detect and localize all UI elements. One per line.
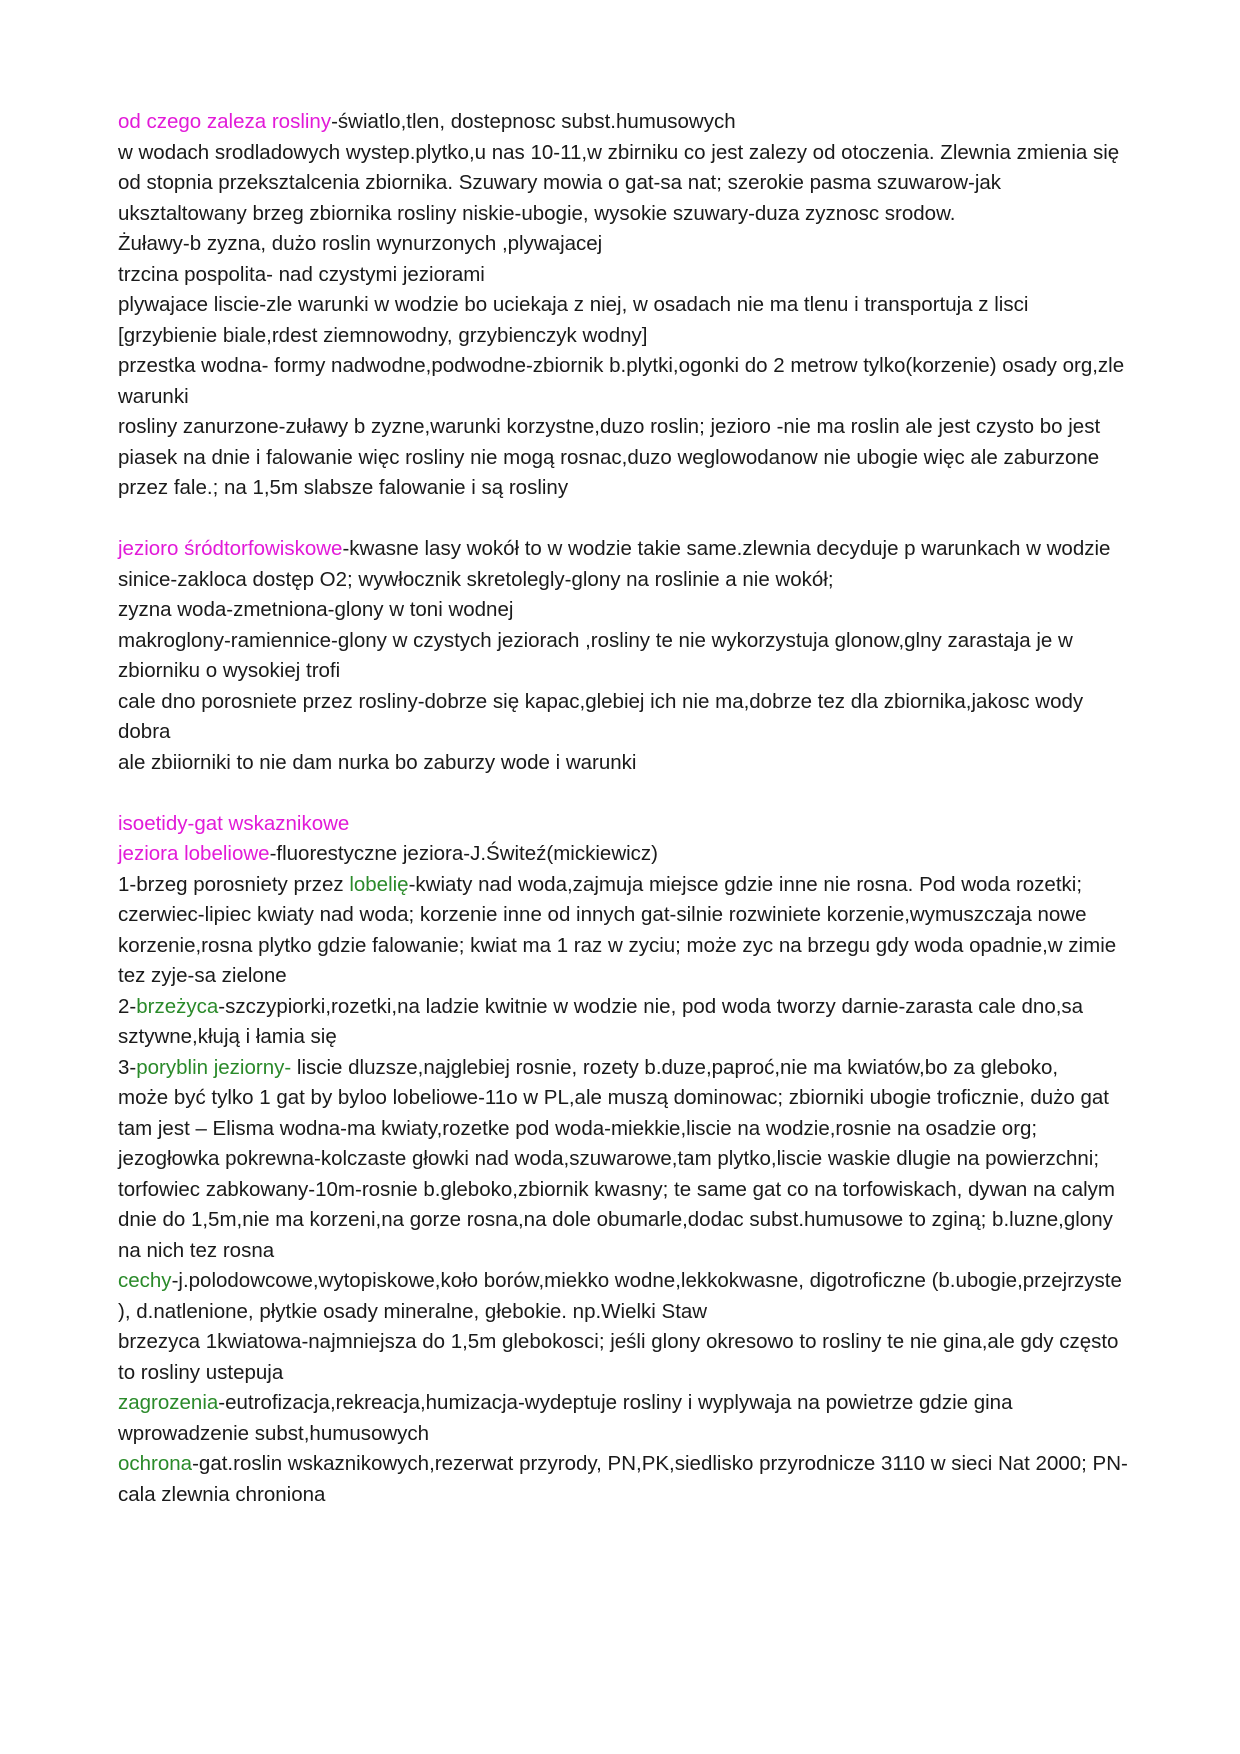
document-page (118, 107, 1128, 1510)
paragraph-spacer (118, 778, 1128, 809)
paragraph (118, 870, 1128, 992)
paragraph (118, 534, 1128, 565)
paragraph (118, 1266, 1128, 1327)
paragraph-text: -szczypiorki,rozetki,na ladzie kwitnie w wodzie nie, pod woda tworzy darnie-zarasta cale dno,sa sztywne,kłują i łamia się (118, 994, 1084, 1048)
species-term: brzeżyca (136, 994, 219, 1018)
paragraph-text: -kwasne lasy wokół to w wodzie takie same.zlewnia decyduje p warunkach w wodzie (342, 537, 1111, 560)
paragraph: cale dno porosniete przez rosliny-dobrze się kapac,glebiej ich nie ma,dobrze tez dla zbiornika,jakosc wody dobra (118, 689, 1084, 743)
section-term: ochrona (118, 1452, 193, 1475)
paragraph: sinice-zakloca dostęp O2; wywłocznik skretolegly-glony na roslinie a nie wokół; (118, 567, 834, 591)
paragraph (118, 107, 1128, 138)
paragraph-text: -fluorestyczne jeziora-J.Świteź(mickiewicz) (269, 842, 659, 865)
paragraph: plywajace liscie-zle warunki w wodzie bo uciekaja z niej, w osadach nie ma tlenu i transportuja z lisci [grzybienie biale,rdest ziemnowodny, grzybienczyk wodny] (118, 293, 1029, 347)
heading-term: od czego zaleza rosliny (118, 110, 332, 133)
paragraph-text: -kwiaty nad woda,zajmuja miejsce gdzie inne nie rosna. Pod woda rozetki; czerwiec-lipiec kwiaty nad woda; korzenie inne od innych gat-silnie rozwiniete korzenie,wymuszczaja nowe korzenie,rosna plytko gdzie falowanie; kwiat ma 1 raz w zyciu; może zyc na brzegu gdy woda opadnie,w zimie tez zyje-sa zielone (118, 872, 1117, 987)
section-term: zagrozenia (118, 1391, 219, 1414)
paragraph: brzezyca 1kwiatowa-najmniejsza do 1,5m glebokosci; jeśli glony okresowo to rosliny te nie gina,ale gdy często to rosliny ustepuja (118, 1330, 1119, 1384)
paragraph: zyzna woda-zmetniona-glony w toni wodnej (118, 598, 514, 621)
paragraph: przestka wodna- formy nadwodne,podwodne-zbiornik b.plytki,ogonki do 2 metrow tylko(korzenie) osady org,zle warunki (118, 354, 1125, 408)
paragraph-text: 2- (118, 994, 137, 1018)
paragraph: może być tylko 1 gat by byloo lobeliowe-11o w PL,ale muszą dominowac; zbiorniki ubogie troficznie, dużo gat tam jest – Elisma wodna-ma kwiaty,rozetke pod woda-miekkie,liscie na wodzie,rosnie na osadzie org; jezogłowka pokrewna-kolczaste głowki nad woda,szuwarowe,tam plytko,liscie waskie dlugie na powierzchni; torfowiec zabkowany-10m-rosnie b.gleboko,zbiornik kwasny; te same gat co na torfowiskach, dywan na calym dnie do 1,5m,nie ma korzeni,na gorze rosna,na dole obumarle,dodac subst.humusowe to zginą; b.luzne,glony na nich tez rosna (118, 1086, 1115, 1262)
species-term: lobelię (349, 872, 409, 896)
paragraph (118, 1449, 1128, 1510)
paragraph: Żuławy-b zyzna, dużo roslin wynurzonych ,plywajacej (118, 232, 603, 255)
paragraph: w wodach srodladowych wystep.plytko,u nas 10-11,w zbirniku co jest zalezy od otoczenia. Zlewnia zmienia się od stopnia przeksztalcenia zbiornika. Szuwary mowia o gat-sa nat; szerokie pasma szuwarow-jak uksztaltowany brzeg zbiornika rosliny niskie-ubogie, wysokie szuwary-duza zyznosc srodow. (118, 140, 1120, 225)
paragraph-text: -światlo,tlen, dostepnosc subst.humusowych (331, 110, 736, 133)
paragraph-spacer (118, 504, 1128, 535)
paragraph (118, 839, 1128, 870)
paragraph: ale zbiiorniki to nie dam nurka bo zaburzy wode i warunki (118, 750, 637, 774)
paragraph-text: -eutrofizacja,rekreacja,humizacja-wydeptuje rosliny i wyplywaja na powietrze gdzie gina wprowadzenie subst,humusowych (118, 1391, 1013, 1445)
paragraph-text: 1-brzeg porosniety przez (118, 872, 350, 896)
paragraph (118, 1388, 1128, 1449)
paragraph-text: 3- (118, 1055, 137, 1079)
paragraph: makroglony-ramiennice-glony w czystych jeziorach ,rosliny te nie wykorzystuja glonow,glny zarastaja je w zbiorniku o wysokiej trofi (118, 628, 1073, 682)
paragraph: trzcina pospolita- nad czystymi jeziorami (118, 262, 485, 286)
heading-term: jezioro śródtorfowiskowe (118, 537, 343, 560)
section-term: cechy (118, 1269, 172, 1292)
species-term: poryblin jeziorny- (136, 1055, 292, 1079)
paragraph (118, 992, 1128, 1053)
paragraph: rosliny zanurzone-zuławy b zyzne,warunki korzystne,duzo roslin; jezioro -nie ma roslin ale jest czysto bo jest piasek na dnie i falowanie więc rosliny nie mogą rosnac,duzo weglowodanow nie ubogie więc ale zaburzone przez fale.; na 1,5m slabsze falowanie i są rosliny (118, 415, 1101, 499)
paragraph-text: -j.polodowcowe,wytopiskowe,koło borów,miekko wodne,lekkokwasne, digotroficzne (b.ubogie,przejrzyste ), d.natlenione, płytkie osady mineralne, głebokie. np.Wielki Staw (118, 1269, 1122, 1323)
heading-term: isoetidy-gat wskaznikowe (118, 811, 350, 835)
paragraph-text: liscie dluzsze,najglebiej rosnie, rozety b.duze,paproć,nie ma kwiatów,bo za gleboko, (291, 1055, 1059, 1079)
heading-term: jeziora lobeliowe (118, 842, 270, 865)
paragraph (118, 1053, 1128, 1084)
paragraph-text: -gat.roslin wskaznikowych,rezerwat przyrody, PN,PK,siedlisko przyrodnicze 3110 w sieci Nat 2000; PN-cala zlewnia chroniona (118, 1452, 1128, 1506)
